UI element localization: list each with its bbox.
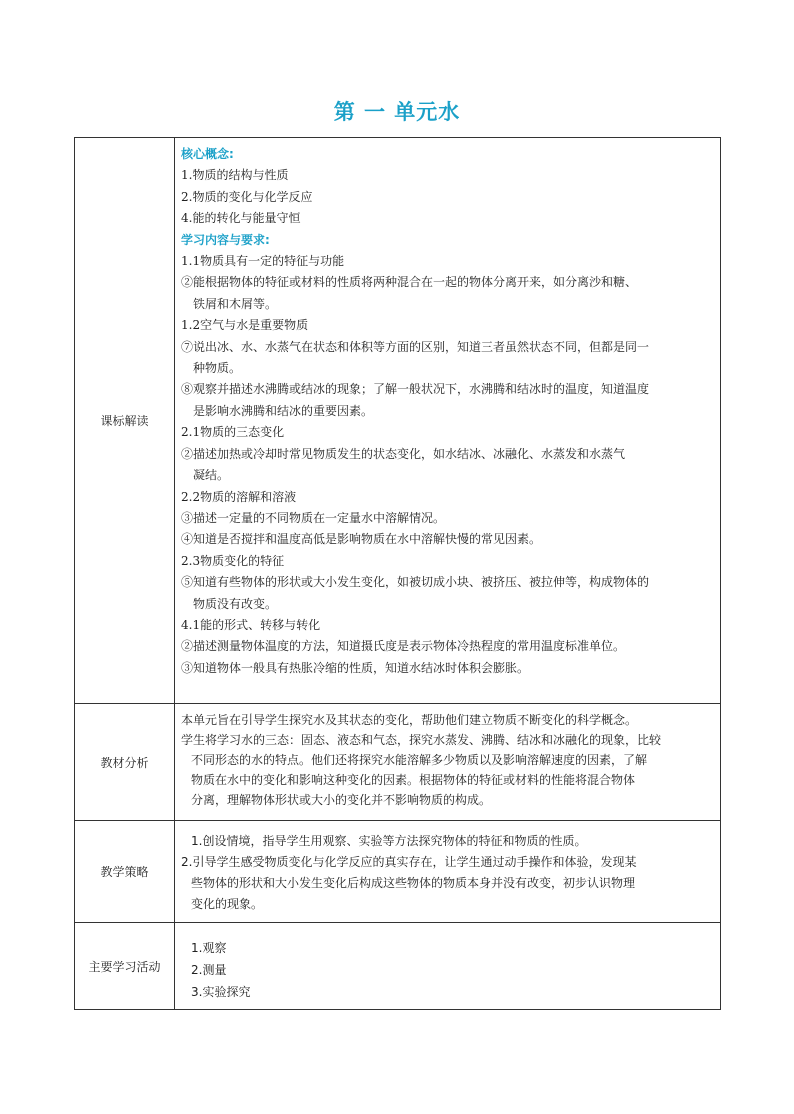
strategy-line: 变化的现象。 xyxy=(191,897,264,911)
strategy-label: 教学策略 xyxy=(75,821,175,923)
standards-content xyxy=(175,138,721,704)
materials-line: 分离，理解物体形状或大小的变化并不影响物质的构成。 xyxy=(191,793,492,807)
standards-line: 物质没有改变。 xyxy=(193,596,278,611)
activities-row xyxy=(75,923,721,1010)
standards-line: 2.1物质的三态变化 xyxy=(181,425,285,440)
strategy-row xyxy=(75,821,721,923)
materials-line: 不同形态的水的特点。他们还将探究水能溶解多少物质以及影响溶解速度的因素，了解 xyxy=(191,753,648,767)
standards-row xyxy=(75,138,721,704)
materials-content xyxy=(175,704,721,821)
standards-line: 是影响水沸腾和结冰的重要因素。 xyxy=(193,403,374,418)
standards-line: ③知道物体一般具有热胀冷缩的性质，知道水结冰时体积会膨胀。 xyxy=(181,660,530,675)
strategy-line: 些物体的形状和大小发生变化后构成这些物体的物质本身并没有改变，初步认识物理 xyxy=(191,876,636,890)
standards-line: ④知道是否搅拌和温度高低是影响物质在水中溶解快慢的常见因素。 xyxy=(181,532,542,547)
standards-line: 4.能的转化与能量守恒 xyxy=(181,211,301,226)
materials-row xyxy=(75,704,721,821)
activity-item: 1.观察 xyxy=(191,941,227,955)
core-concepts-heading: 核心概念: xyxy=(181,147,234,161)
standards-line: 铁屑和木屑等。 xyxy=(193,296,278,311)
standards-line: 1.物质的结构与性质 xyxy=(181,168,289,183)
strategy-line: 2.引导学生感受物质变化与化学反应的真实存在，让学生通过动手操作和体验，发现某 xyxy=(181,855,637,869)
activities-label: 主要学习活动 xyxy=(75,923,175,1010)
standards-line: ②描述测量物体温度的方法，知道摄氏度是表示物体冷热程度的常用温度标准单位。 xyxy=(181,639,626,654)
unit-plan-table xyxy=(74,137,721,1010)
materials-line: 物质在水中的变化和影响这种变化的因素。根据物体的特征或材料的性能将混合物体 xyxy=(191,773,636,787)
requirements-heading: 学习内容与要求: xyxy=(181,232,270,247)
activity-item: 2.测量 xyxy=(191,963,227,977)
standards-line: 4.1能的形式、转移与转化 xyxy=(181,617,321,632)
standards-line: ②能根据物体的特征或材料的性质将两种混合在一起的物体分离开来，如分离沙和糖、 xyxy=(181,275,638,290)
materials-line: 本单元旨在引导学生探究水及其状态的变化，帮助他们建立物质不断变化的科学概念。 xyxy=(181,713,638,727)
materials-line: 学生将学习水的三态：固态、液态和气态，探究水蒸发、沸腾、结冰和冰融化的现象，比较 xyxy=(181,733,662,747)
standards-line: ⑧观察并描述水沸腾或结冰的现象；了解一般状况下，水沸腾和结冰时的温度，知道温度 xyxy=(181,382,650,397)
standards-label: 课标解读 xyxy=(75,138,175,704)
standards-line: ②描述加热或冷却时常见物质发生的状态变化，如水结冰、冰融化、水蒸发和水蒸气 xyxy=(181,446,626,461)
standards-line: 种物质。 xyxy=(193,361,242,376)
standards-line: 2.3物质变化的特征 xyxy=(181,553,285,568)
standards-line: 凝结。 xyxy=(193,468,230,483)
standards-line: ③描述一定量的不同物质在一定量水中溶解情况。 xyxy=(181,510,446,525)
standards-line: 1.1物质具有一定的特征与功能 xyxy=(181,254,345,269)
standards-line: 2.2物质的溶解和溶液 xyxy=(181,489,297,504)
materials-label: 教材分析 xyxy=(75,704,175,821)
standards-line: ⑦说出冰、水、水蒸气在状态和体积等方面的区别，知道三者虽然状态不同，但都是同一 xyxy=(181,339,650,354)
strategy-content xyxy=(175,821,721,923)
page-title: 第 一 单元水 xyxy=(333,100,461,124)
standards-line: ⑤知道有些物体的形状或大小发生变化，如被切成小块、被挤压、被拉伸等，构成物体的 xyxy=(181,575,650,590)
standards-line: 2.物质的变化与化学反应 xyxy=(181,189,313,204)
activity-item: 3.实验探究 xyxy=(191,985,251,999)
activities-content xyxy=(175,923,721,1010)
strategy-line: 1.创设情境，指导学生用观察、实验等方法探究物体的特征和物质的性质。 xyxy=(191,834,587,848)
standards-line: 1.2空气与水是重要物质 xyxy=(181,318,309,333)
